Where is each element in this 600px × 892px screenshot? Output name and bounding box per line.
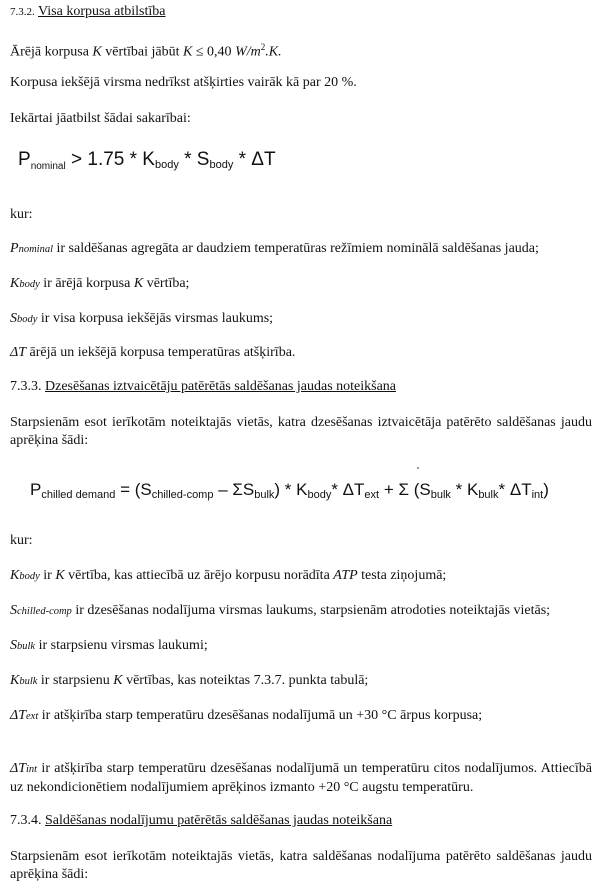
definition-s-body: Sbody ir visa korpusa iekšējās virsmas laukums; — [10, 311, 274, 326]
paragraph-k-requirement: Ārējā korpusa K vērtībai jābūt K ≤ 0,40 $W/m^2.K$. — [10, 42, 282, 60]
kur-label-2: kur: — [10, 533, 33, 548]
definition-k-body-2: Kbody ir K vērtība, kas attiecībā uz ārējo korpusu norādīta ATP testa ziņojumā; — [10, 568, 447, 583]
definition-k-body: Kbody ir ārējā korpusa K vērtība; — [10, 276, 190, 291]
section-heading-7-3-2 — [10, 3, 592, 21]
definition-k-bulk: Kbulk ir starpsienu K vērtības, kas noteiktas 7.3.7. punkta tabulā; — [10, 673, 369, 688]
section-title: Saldēšanas nodalījumu patērētās saldēšanas jaudas noteikšana — [45, 813, 393, 828]
section-title: Dzesēšanas iztvaicētāju patērētās saldēšanas jaudas noteikšana — [45, 379, 397, 394]
formula-chilled-demand: $P_{chilled demand} = (S_{chilled-comp} - \Sigma S_{bulk}) * K_{body}*$ $\Delta T_{ext} + \Sigma$ ($S_{bulk} * K_{bulk}*$ $\Delta T_{int}$) — [30, 480, 549, 501]
definition-delta-t-int: ΔTint ir atšķirība starp temperatūru dzesēšanas nodalījumā un temperatūru citos nodalījumos. Attiecībā uz nekondicionētiem nodalījumiem aprēķinos izmanto +20 °C augstu temperatūru. — [10, 761, 592, 795]
definition-delta-t-ext: ΔText ir atšķirība starp temperatūru dzesēšanas nodalījumā un +30 °C ārpus korpusa; — [10, 708, 483, 723]
definition-delta-t: ΔT ārējā un iekšējā korpusa temperatūras atšķirība. — [10, 345, 296, 360]
kur-label: kur: — [10, 207, 33, 222]
section-number: 7.3.3. — [10, 379, 42, 394]
definition-p-nominal: Pnominal ir saldēšanas agregāta ar daudziem temperatūras režīmiem nominālā saldēšanas jauda; — [10, 241, 539, 256]
paragraph-freezing: Starpsienām esot ierīkotām noteiktajās vietās, katra saldēšanas nodalījuma patērēto saldēšanas jaudu aprēķina šādi: — [10, 849, 592, 882]
paragraph-surface: Korpusa iekšējā virsma nedrīkst atšķirties vairāk kā par 20 %. — [10, 75, 357, 90]
section-heading-7-3-3 — [10, 378, 592, 396]
formula-nominal: $P_{nominal} > 1.75 * K_{body} * S_{body} * \Delta T$ — [18, 149, 276, 172]
definition-s-chilled-comp: Schilled-comp ir dzesēšanas nodalījuma virsmas laukums, starpsienām atrodoties noteiktajās vietās; — [10, 603, 551, 618]
paragraph-relation: Iekārtai jāatbilst šādai sakarībai: — [10, 111, 191, 126]
section-number: 7.3.2. — [10, 6, 35, 18]
section-number: 7.3.4. — [10, 813, 42, 828]
paragraph-chilled: Starpsienām esot ierīkotām noteiktajās vietās, katra dzesēšanas iztvaicētāja patērēto saldēšanas jaudu aprēķina šādi: — [10, 415, 592, 448]
definition-s-bulk: Sbulk ir starpsienu virsmas laukumi; — [10, 638, 208, 653]
section-title: Visa korpusa atbilstība — [38, 4, 166, 19]
section-heading-7-3-4 — [10, 812, 592, 830]
scan-speck — [417, 467, 419, 469]
